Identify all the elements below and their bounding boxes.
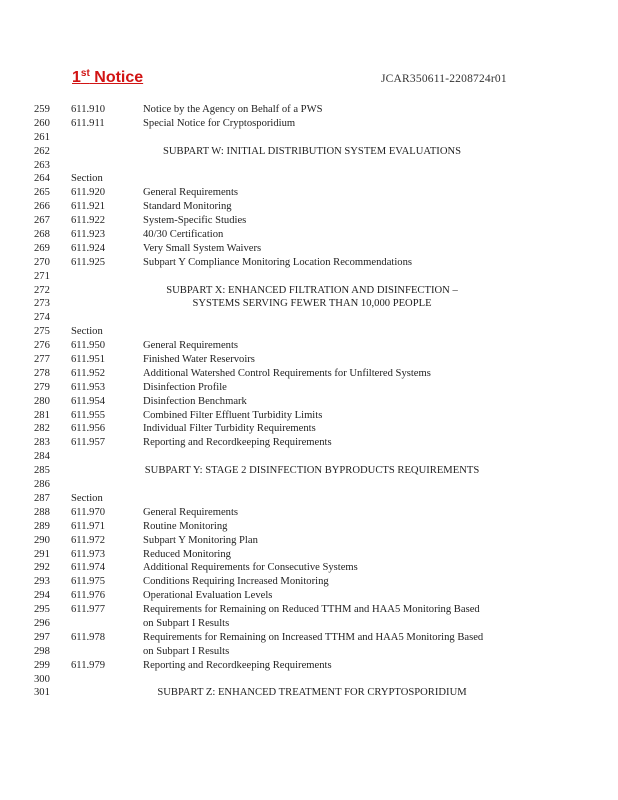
section-number: 611.977 [71,604,106,616]
document-line [0,492,618,506]
document-line [0,353,618,367]
section-title: Requirements for Remaining on Increased TTHM and HAA5 Monitoring Based [143,631,484,643]
line-number: 265 [34,187,50,199]
document-line [0,242,618,256]
document-line [0,131,618,145]
line-number: 295 [34,604,50,616]
section-title: Routine Monitoring [143,520,228,532]
document-line [0,270,618,284]
section-title: Additional Requirements for Consecutive Systems [143,562,358,574]
line-number: 280 [34,395,50,407]
section-number: 611.976 [71,590,106,602]
line-number: 293 [34,576,50,588]
line-number: 291 [34,548,50,560]
document-line [0,367,618,381]
line-number: 277 [34,354,50,366]
document-line [0,395,618,409]
section-number: 611.950 [71,340,106,352]
section-title: General Requirements [143,340,239,352]
line-number: 292 [34,562,50,574]
subpart-heading: SUBPART Y: STAGE 2 DISINFECTION BYPRODUCTS REQUIREMENTS [144,465,480,477]
document-line [0,450,618,464]
section-title: Reduced Monitoring [143,548,231,560]
section-title: Conditions Requiring Increased Monitoring [143,576,329,588]
section-title: Special Notice for Cryptosporidium [143,117,296,129]
section-title: on Subpart I Results [143,617,230,629]
document-line [0,159,618,173]
line-number: 282 [34,423,50,435]
section-number: 611.952 [71,367,106,379]
subpart-heading: SUBPART Z: ENHANCED TREATMENT FOR CRYPTOSPORIDIUM [157,687,467,699]
document-line [0,548,618,562]
section-title: Notice by the Agency on Behalf of a PWS [143,104,323,115]
line-number: 281 [34,409,50,421]
line-number: 286 [34,479,50,491]
document-line [0,172,618,186]
document-line [0,631,618,645]
line-number: 273 [34,298,50,310]
section-title: Reporting and Recordkeeping Requirements [143,437,332,449]
subpart-heading: SUBPART X: ENHANCED FILTRATION AND DISINFECTION – [166,284,458,296]
section-number: 611.971 [71,520,106,532]
line-number: 272 [34,284,50,296]
subpart-heading: SUBPART W: INITIAL DISTRIBUTION SYSTEM EVALUATIONS [162,145,462,157]
section-title: Standard Monitoring [143,201,232,213]
document-line [0,409,618,423]
line-number: 276 [34,340,50,352]
section-number: Section [71,492,103,504]
document-line [0,256,618,270]
section-title: Disinfection Benchmark [143,395,247,407]
section-number: 611.924 [71,242,106,254]
line-number: 275 [34,326,50,338]
section-title: 40/30 Certification [143,229,224,241]
line-number: 267 [34,215,50,227]
line-number: 283 [34,437,50,449]
section-number: 611.921 [71,201,106,213]
line-number: 262 [34,145,50,157]
section-number: 611.922 [71,215,106,227]
section-number: 611.954 [71,395,106,407]
section-number: Section [71,326,103,338]
line-number: 274 [34,312,50,324]
section-number: 611.974 [71,562,106,574]
line-number: 289 [34,520,50,532]
line-number: 269 [34,242,50,254]
line-number: 266 [34,201,50,213]
document-line [0,186,618,200]
line-number: 268 [34,229,50,241]
document-line [0,561,618,575]
document-line [0,228,618,242]
section-title: Requirements for Remaining on Reduced TTHM and HAA5 Monitoring Based [143,604,480,616]
section-number: 611.957 [71,437,106,449]
document-body [0,103,618,700]
section-number: 611.970 [71,506,106,518]
section-title: Finished Water Reservoirs [143,354,255,366]
line-number: 263 [34,159,50,171]
section-number: 611.923 [71,229,106,241]
section-title: Reporting and Recordkeeping Requirements [143,659,332,671]
section-title: Combined Filter Effluent Turbidity Limits [143,409,323,421]
document-line [0,575,618,589]
section-number: 611.955 [71,409,106,421]
line-number: 278 [34,367,50,379]
section-title: Additional Watershed Control Requirements for Unfiltered Systems [143,367,431,379]
section-number: 611.910 [71,104,106,115]
document-line [0,214,618,228]
section-title: Individual Filter Turbidity Requirements [143,423,316,435]
line-number: 294 [34,590,50,602]
line-number: 300 [34,673,50,685]
section-title: System-Specific Studies [143,215,247,227]
line-number: 279 [34,381,50,393]
section-number: 611.951 [71,354,106,366]
line-number: 260 [34,117,50,129]
line-number: 290 [34,534,50,546]
document-line [0,325,618,339]
document-line [0,478,618,492]
section-number: 611.975 [71,576,106,588]
document-line [0,520,618,534]
section-number: 611.956 [71,423,106,435]
document-line [0,589,618,603]
line-number: 296 [34,617,50,629]
section-title: Very Small System Waivers [143,242,262,254]
document-line [0,311,618,325]
document-line [0,422,618,436]
line-number: 288 [34,506,50,518]
section-number: 611.972 [71,534,106,546]
document-line [0,617,618,631]
document-line [0,659,618,673]
line-number: 297 [34,631,50,643]
section-number: 611.979 [71,659,106,671]
line-number: 264 [34,173,50,185]
section-title: General Requirements [143,506,239,518]
section-number: 611.911 [71,117,105,129]
section-title: General Requirements [143,187,239,199]
section-title: Operational Evaluation Levels [143,590,273,602]
line-number: 271 [34,270,50,282]
section-number: 611.920 [71,187,106,199]
document-line [0,284,618,298]
line-number: 270 [34,256,50,268]
line-number: 284 [34,451,50,463]
line-number: 299 [34,659,50,671]
section-number: 611.978 [71,631,106,643]
document-line [0,686,618,700]
document-line [0,297,618,311]
section-title: Subpart Y Monitoring Plan [143,534,258,546]
section-number: Section [71,173,103,185]
document-line [0,200,618,214]
document-line [0,117,618,131]
document-line [0,103,618,117]
document-line [0,506,618,520]
document-line [0,339,618,353]
line-number: 287 [34,492,50,504]
section-title: Disinfection Profile [143,381,227,393]
document-line [0,381,618,395]
document-line [0,464,618,478]
document-line [0,534,618,548]
section-title: on Subpart I Results [143,645,230,657]
document-line [0,645,618,659]
document-line [0,145,618,159]
document-line [0,673,618,687]
document-line [0,436,618,450]
line-number: 285 [34,465,50,477]
line-number: 261 [34,131,50,143]
line-number: 259 [34,104,50,115]
section-number: 611.953 [71,381,106,393]
subpart-heading: SYSTEMS SERVING FEWER THAN 10,000 PEOPLE [192,298,432,310]
line-number: 298 [34,645,50,657]
section-number: 611.925 [71,256,106,268]
notice-label: 1st Notice [72,68,144,86]
document-line [0,603,618,617]
document-id: JCAR350611-2208724r01 [381,73,507,85]
section-title: Subpart Y Compliance Monitoring Location Recommendations [143,256,413,268]
section-number: 611.973 [71,548,106,560]
line-number: 301 [34,687,50,699]
